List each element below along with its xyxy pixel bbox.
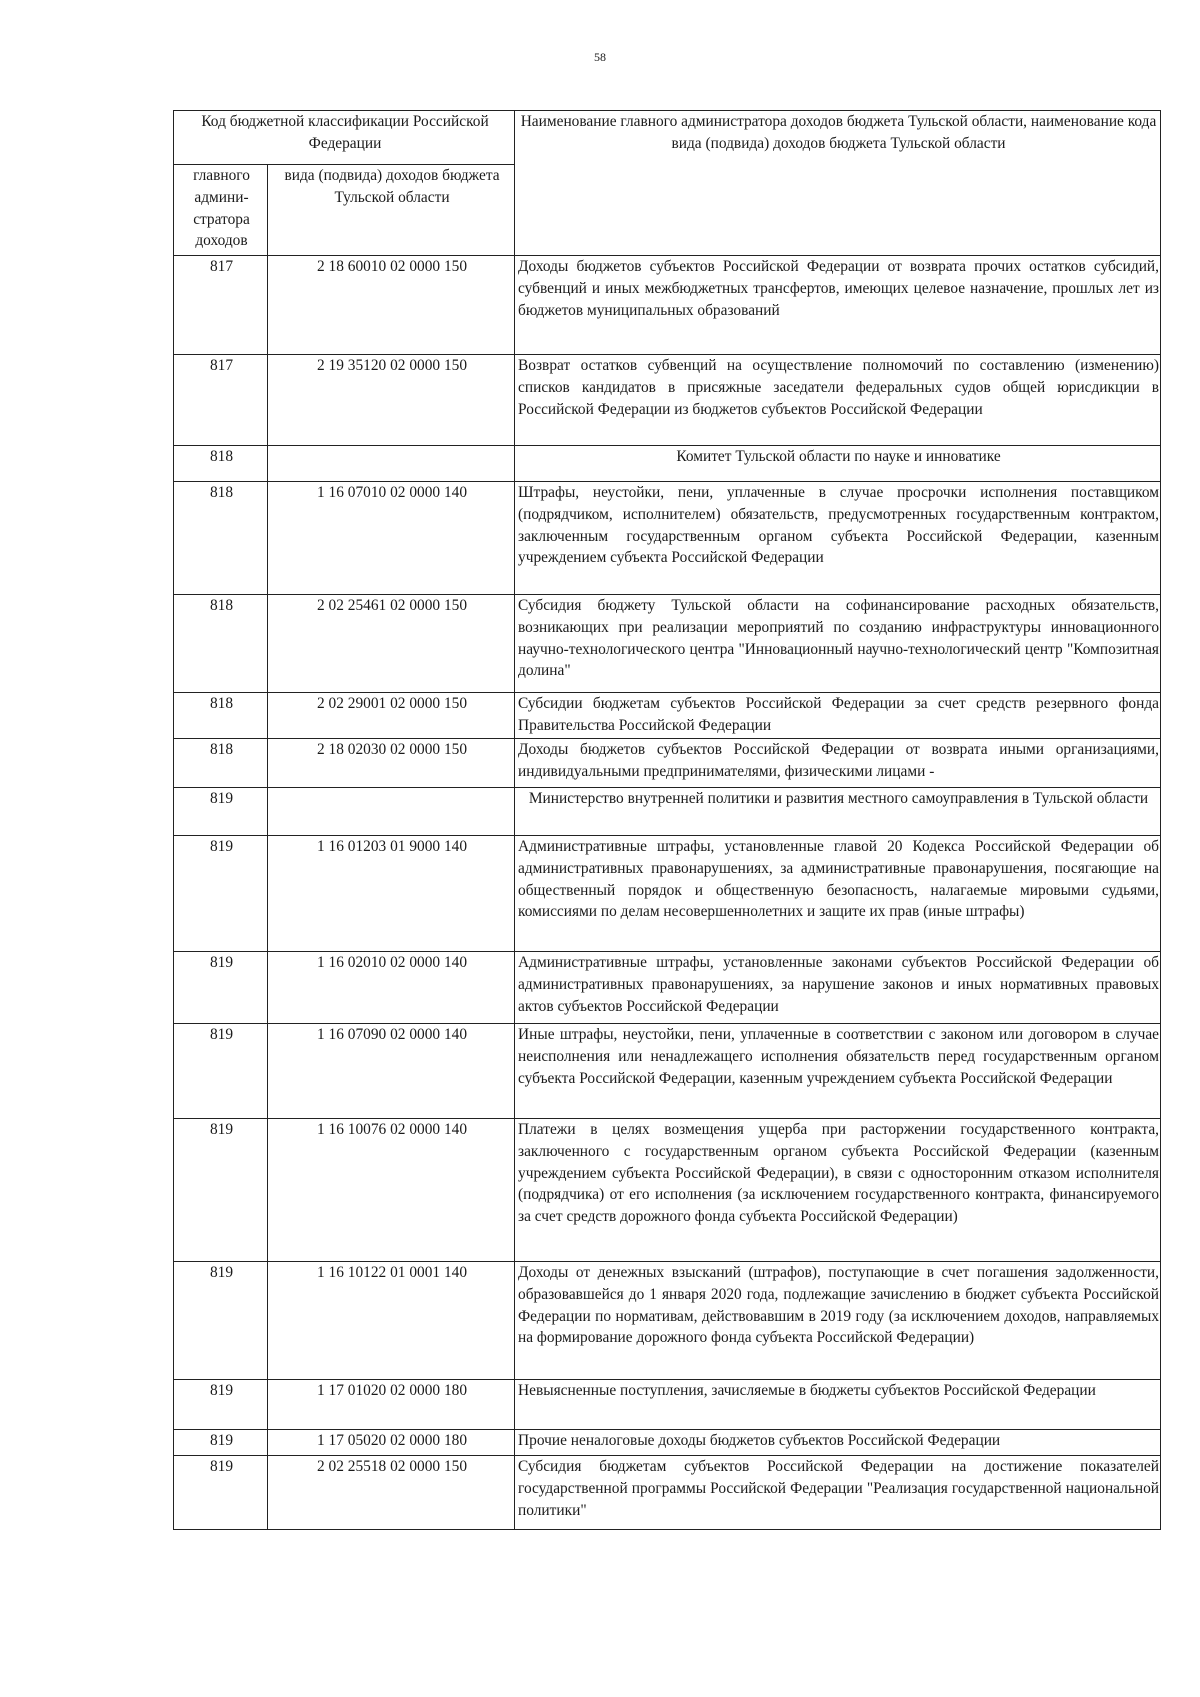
income-code-cell — [268, 788, 515, 836]
table-row — [174, 355, 1161, 446]
income-code-cell: 2 19 35120 02 0000 150 — [268, 355, 515, 446]
income-name-cell: Субсидия бюджету Тульской области на софинансирование расходных обязательств, возникающих при реализации мероприятий по созданию инфраструктуры инновационного научно-технологического центра "Инновационный научно-технологический центр "Композитная долина" — [515, 595, 1161, 693]
table-row — [174, 1380, 1161, 1430]
table-row — [174, 788, 1161, 836]
table-row — [174, 1430, 1161, 1456]
table-row — [174, 836, 1161, 952]
admin-code-cell: 819 — [174, 1430, 268, 1456]
income-code-cell: 2 02 25461 02 0000 150 — [268, 595, 515, 693]
header-name-column: Наименование главного администратора доходов бюджета Тульской области, наименование кода вида (подвида) доходов бюджета Тульской области — [515, 111, 1161, 256]
admin-code-cell: 819 — [174, 836, 268, 952]
income-code-cell: 1 17 01020 02 0000 180 — [268, 1380, 515, 1430]
table-row — [174, 1456, 1161, 1530]
admin-code-cell: 819 — [174, 952, 268, 1024]
admin-code-cell: 817 — [174, 355, 268, 446]
income-name-cell — [515, 739, 1161, 788]
admin-code-cell: 818 — [174, 693, 268, 739]
administrator-heading-cell: Министерство внутренней политики и развития местного самоуправления в Тульской области — [515, 788, 1161, 836]
admin-code-cell: 818 — [174, 446, 268, 482]
admin-code-cell: 819 — [174, 1119, 268, 1262]
admin-code-cell: 819 — [174, 1024, 268, 1119]
admin-code-cell: 817 — [174, 256, 268, 355]
income-name-text: Доходы бюджетов субъектов Российской Федерации от возврата иными организациями, индивидуальными предпринимателями, физическими лицами - — [518, 741, 1160, 780]
admin-code-cell: 819 — [174, 1262, 268, 1380]
income-name-cell: Невыясненные поступления, зачисляемые в бюджеты субъектов Российской Федерации — [515, 1380, 1161, 1430]
page-number: 58 — [594, 50, 606, 64]
table-row — [174, 693, 1161, 739]
table-row — [174, 1262, 1161, 1380]
income-code-cell — [268, 446, 515, 482]
income-code-cell: 1 16 07090 02 0000 140 — [268, 1024, 515, 1119]
administrator-heading-cell: Комитет Тульской области по науке и инноватике — [515, 446, 1161, 482]
table-header-row — [174, 111, 1161, 165]
budget-classification-table — [173, 110, 1161, 1530]
table-row — [174, 595, 1161, 693]
table-row — [174, 952, 1161, 1024]
header-code-column: вида (подвида) доходов бюджета Тульской области — [268, 165, 515, 256]
income-code-cell: 2 02 29001 02 0000 150 — [268, 693, 515, 739]
income-code-cell: 2 18 02030 02 0000 150 — [268, 739, 515, 788]
header-budget-code-group: Код бюджетной классификации Российской Федерации — [174, 111, 515, 165]
income-code-cell: 1 16 10076 02 0000 140 — [268, 1119, 515, 1262]
income-name-cell: Административные штрафы, установленные главой 20 Кодекса Российской Федерации об административных правонарушениях, за административные правонарушения, посягающие на общественный порядок и общественную безопасность, налагаемые мировыми судьями, комиссиями по делам несовершеннолетних и защите их прав (иные штрафы) — [515, 836, 1161, 952]
admin-code-cell: 818 — [174, 595, 268, 693]
income-code-cell: 1 16 07010 02 0000 140 — [268, 482, 515, 595]
income-name-cell: Штрафы, неустойки, пени, уплаченные в случае просрочки исполнения поставщиком (подрядчиком, исполнителем) обязательств, предусмотренных государственным контрактом, заключенным государственным органом субъекта Российской Федерации, казенным учреждением субъекта Российской Федерации — [515, 482, 1161, 595]
income-name-cell: Доходы от денежных взысканий (штрафов), поступающие в счет погашения задолженности, образовавшейся до 1 января 2020 года, подлежащие зачислению в бюджет субъекта Российской Федерации по нормативам, действовавшим в 2019 году (за исключением доходов, направляемых на формирование дорожного фонда субъекта Российской Федерации) — [515, 1262, 1161, 1380]
income-name-cell: Административные штрафы, установленные законами субъектов Российской Федерации об административных правонарушениях, за нарушение законов и иных нормативных правовых актов субъектов Российской Федерации — [515, 952, 1161, 1024]
table-row — [174, 1024, 1161, 1119]
income-code-cell: 2 18 60010 02 0000 150 — [268, 256, 515, 355]
admin-code-cell: 819 — [174, 1456, 268, 1530]
admin-code-cell: 818 — [174, 482, 268, 595]
income-code-cell: 1 16 01203 01 9000 140 — [268, 836, 515, 952]
table-row — [174, 1119, 1161, 1262]
table-row — [174, 739, 1161, 788]
table-row — [174, 256, 1161, 355]
table-row — [174, 446, 1161, 482]
income-code-cell: 1 17 05020 02 0000 180 — [268, 1430, 515, 1456]
income-name-cell: Платежи в целях возмещения ущерба при расторжении государственного контракта, заключенного с государственным органом субъекта Российской Федерации (казенным учреждением субъекта Российской Федерации), в связи с односторонним отказом исполнителя (подрядчика) от его исполнения (за исключением государственного контракта, финансируемого за счет средств дорожного фонда субъекта Российской Федерации) — [515, 1119, 1161, 1262]
income-name-cell: Субсидия бюджетам субъектов Российской Федерации на достижение показателей государственной программы Российской Федерации "Реализация государственной национальной политики" — [515, 1456, 1161, 1530]
header-admin-column: главного админи-стратора доходов — [174, 165, 268, 256]
income-code-cell: 1 16 10122 01 0001 140 — [268, 1262, 515, 1380]
income-name-cell: Прочие неналоговые доходы бюджетов субъектов Российской Федерации — [515, 1430, 1161, 1456]
income-code-cell: 1 16 02010 02 0000 140 — [268, 952, 515, 1024]
admin-code-cell: 819 — [174, 788, 268, 836]
income-name-cell: Возврат остатков субвенций на осуществление полномочий по составлению (изменению) списков кандидатов в присяжные заседатели федеральных судов общей юрисдикции в Российской Федерации из бюджетов субъектов Российской Федерации — [515, 355, 1161, 446]
admin-code-cell: 818 — [174, 739, 268, 788]
income-code-cell: 2 02 25518 02 0000 150 — [268, 1456, 515, 1530]
admin-code-cell: 819 — [174, 1380, 268, 1430]
income-name-cell: Доходы бюджетов субъектов Российской Федерации от возврата прочих остатков субсидий, субвенций и иных межбюджетных трансфертов, имеющих целевое назначение, прошлых лет из бюджетов муниципальных образований — [515, 256, 1161, 355]
table-row — [174, 482, 1161, 595]
income-name-cell: Иные штрафы, неустойки, пени, уплаченные в соответствии с законом или договором в случае неисполнения или ненадлежащего исполнения обязательств перед государственным органом субъекта Российской Федерации, казенным учреждением субъекта Российской Федерации — [515, 1024, 1161, 1119]
income-name-cell: Субсидии бюджетам субъектов Российской Федерации за счет средств резервного фонда Правительства Российской Федерации — [515, 693, 1161, 739]
